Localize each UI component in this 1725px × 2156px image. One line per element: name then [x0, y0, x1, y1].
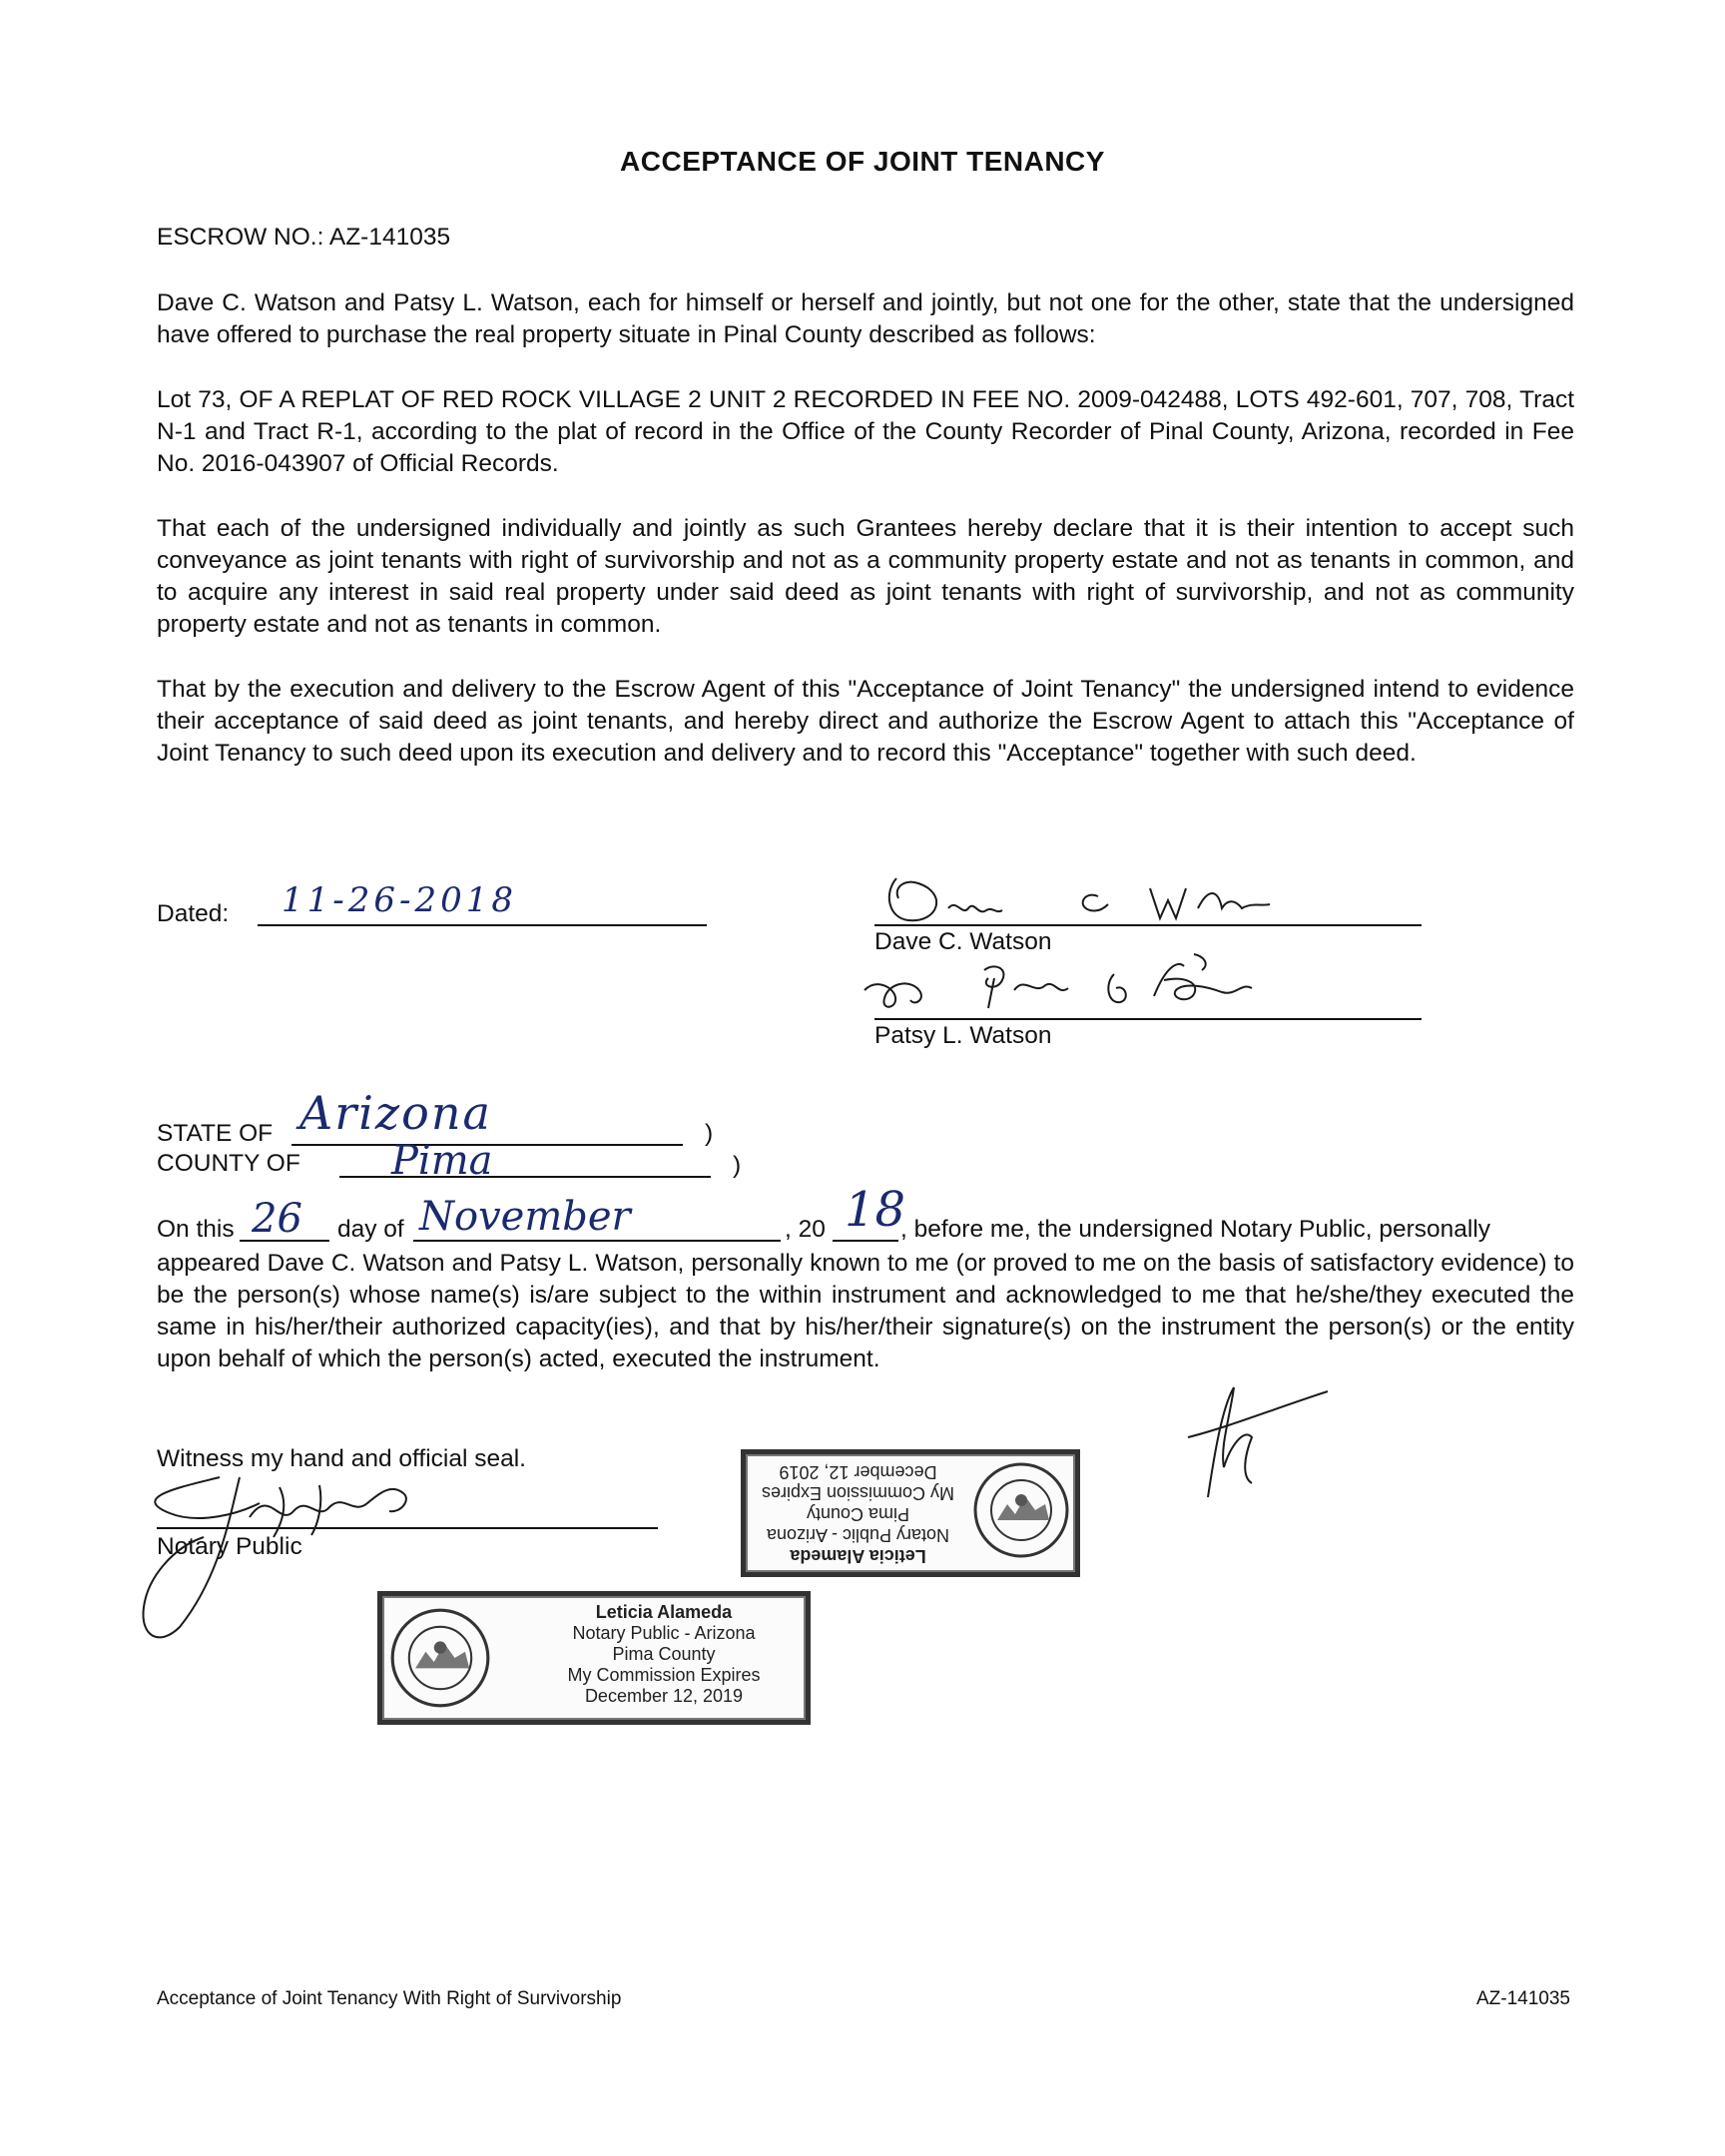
stamp-inverted-county: Pima County [806, 1504, 910, 1524]
dated-label: Dated: [157, 900, 230, 927]
paragraph-intention: That each of the undersigned individually and jointly as such Grantees hereby declare that it is their intention to accept such conveyance as joint tenants with right of survivorship and not as a community property estate and not as tenants in common, and to acquire any interest in said real property under said deed as joint tenants with right of survivorship, and not as community property estate and not as tenants in common. [157, 515, 1574, 638]
initials-signature [1178, 1377, 1338, 1507]
dated-line [258, 924, 707, 926]
notary-stamp-inverted [741, 1449, 1080, 1577]
notary-body-first: , before me, the undersigned Notary Public, personally [900, 1216, 1491, 1243]
county-value: Pima [391, 1138, 493, 1184]
dated-value: 11-26-2018 [282, 880, 518, 920]
state-seal-icon [388, 1606, 492, 1710]
stamp-inverted-expires: December 12, 2019 [779, 1462, 937, 1482]
stamp-commission: My Commission Expires [567, 1665, 761, 1685]
state-value: Arizona [299, 1086, 492, 1140]
year-value: 18 [845, 1182, 906, 1238]
state-label: STATE OF [157, 1120, 274, 1147]
escrow-number: ESCROW NO.: AZ-141035 [157, 224, 451, 251]
paragraph-legal-description: Lot 73, OF A REPLAT OF RED ROCK VILLAGE 2 UNIT 2 RECORDED IN FEE NO. 2009-042488, LOTS 492-601, 707, 708, Tract N-1 and Tract R-1, according to the plat of record in the Office of the County Recorder of Pinal County, Arizona, recorded in Fee No. 2016-043907 of Official Records. [157, 386, 1574, 477]
stamp-title: Notary Public - Arizona [572, 1623, 756, 1643]
document-title: ACCEPTANCE OF JOINT TENANCY [620, 146, 1105, 177]
month-value: November [419, 1194, 631, 1240]
paragraph-execution: That by the execution and delivery to the Escrow Agent of this "Acceptance of Joint Tenancy" the undersigned intend to evidence their acceptance of said deed as joint tenants, and hereby direct and authorize the Escrow Agent to attach this "Acceptance of Joint Tenancy to such deed upon its execution and delivery and to record this "Acceptance" together with such deed. [157, 676, 1574, 767]
signer1-signature [878, 868, 1338, 930]
county-paren: ) [733, 1152, 742, 1179]
on-this-label: On this [157, 1216, 235, 1243]
state-paren: ) [705, 1120, 714, 1147]
day-value: 26 [252, 1196, 302, 1242]
footer-left: Acceptance of Joint Tenancy With Right of Survivorship [157, 1988, 622, 2009]
signer2-name: Patsy L. Watson [874, 1022, 1052, 1049]
notary-stamp [377, 1591, 811, 1725]
stamp-inverted-name: Leticia Alameda [790, 1546, 926, 1566]
year-line [833, 1240, 898, 1242]
county-label: COUNTY OF [157, 1150, 300, 1177]
paragraph-parties: Dave C. Watson and Patsy L. Watson, each for himself or herself and jointly, but not one for the other, state that the undersigned have offered to purchase the real property situate in Pinal County described as follows: [157, 289, 1574, 348]
stamp-county: Pima County [612, 1644, 716, 1664]
stamp-inverted-text-block [746, 1454, 970, 1572]
month-line [413, 1240, 781, 1242]
footer-right: AZ-141035 [1475, 1988, 1570, 2009]
stamp-inverted-commission: My Commission Expires [761, 1483, 955, 1503]
stamp-expires: December 12, 2019 [584, 1686, 744, 1706]
witness-statement: Witness my hand and official seal. [157, 1445, 526, 1472]
stamp-name: Leticia Alameda [595, 1602, 733, 1622]
day-of-label: day of [337, 1216, 404, 1243]
year-prefix: , 20 [785, 1216, 826, 1243]
notary-public-label: Notary Public [157, 1533, 302, 1560]
signer2-signature [855, 950, 1324, 1024]
notary-body: appeared Dave C. Watson and Patsy L. Watson, personally known to me (or proved to me on the basis of satisfactory evidence) to be the person(s) whose name(s) is/are subject to the within instrument and acknowledged to me that he/she/they executed the same in his/her/their authorized capacity(ies), and that by his/her/their signature(s) on the instrument the person(s) or the entity upon behalf of which the person(s) acted, executed the instrument. [157, 1250, 1574, 1372]
signer1-name: Dave C. Watson [874, 928, 1052, 955]
state-seal-icon [971, 1460, 1071, 1560]
stamp-inverted-title: Notary Public - Arizona [766, 1525, 950, 1545]
